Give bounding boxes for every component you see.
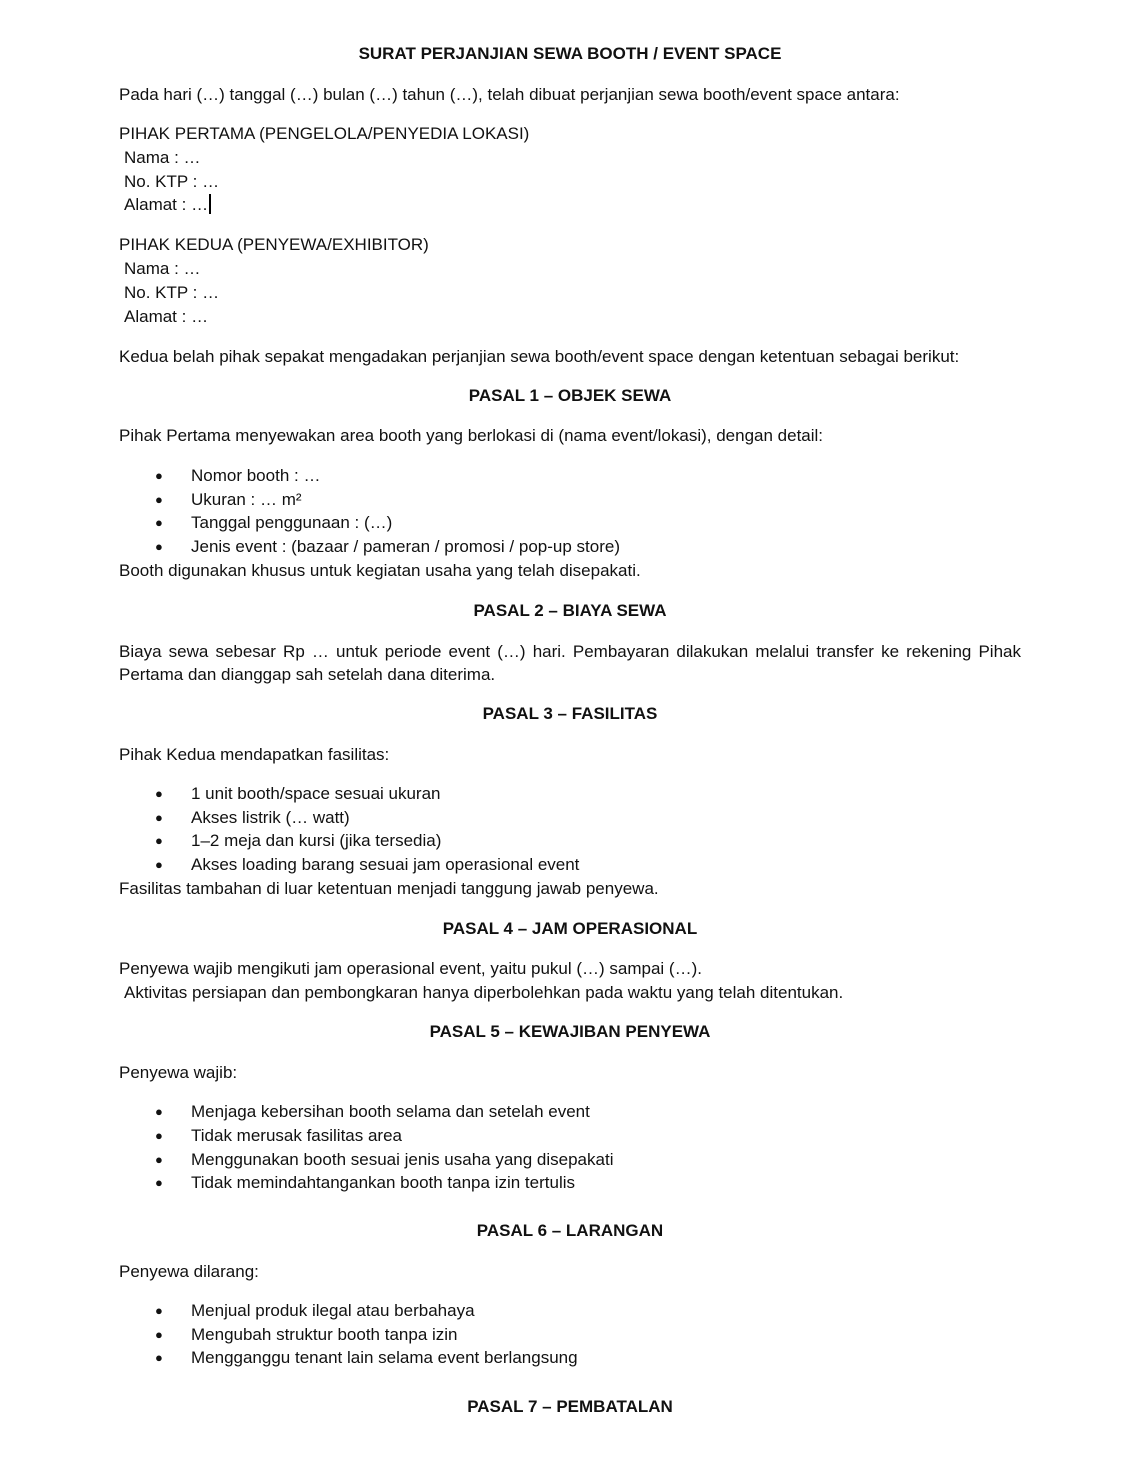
party-two-name: Nama : … xyxy=(124,259,201,278)
bullet-icon: ● xyxy=(155,515,163,530)
bullet-icon: ● xyxy=(155,1104,163,1119)
party-one-ktp: No. KTP : … xyxy=(124,172,220,191)
bullet-icon: ● xyxy=(155,810,163,825)
text-cursor xyxy=(209,194,211,214)
bullet-icon: ● xyxy=(155,1152,163,1167)
bullet-icon: ● xyxy=(155,492,163,507)
party-two-heading: PIHAK KEDUA (PENYEWA/EXHIBITOR) xyxy=(119,235,429,254)
party-two-address: Alamat : … xyxy=(124,307,209,326)
pasal4-line1: Penyewa wajib mengikuti jam operasional event, yaitu pukul (…) sampai (…). xyxy=(119,959,702,978)
pasal3-title: PASAL 3 – FASILITAS xyxy=(482,704,658,723)
document-title: SURAT PERJANJIAN SEWA BOOTH / EVENT SPACE xyxy=(358,44,782,63)
pasal5-title: PASAL 5 – KEWAJIBAN PENYEWA xyxy=(429,1022,711,1041)
pasal1-title: PASAL 1 – OBJEK SEWA xyxy=(468,386,672,405)
bullet-icon: ● xyxy=(155,539,163,554)
pasal3-closing: Fasilitas tambahan di luar ketentuan menjadi tanggung jawab penyewa. xyxy=(119,879,659,898)
pasal3-text: Pihak Kedua mendapatkan fasilitas: xyxy=(119,745,390,764)
bullet-icon: ● xyxy=(155,1303,163,1318)
pasal1-text: Pihak Pertama menyewakan area booth yang berlokasi di (nama event/lokasi), dengan detail: xyxy=(119,426,824,445)
pasal4-title: PASAL 4 – JAM OPERASIONAL xyxy=(442,919,698,938)
pasal6-text: Penyewa dilarang: xyxy=(119,1262,259,1281)
pasal4-line2: Aktivitas persiapan dan pembongkaran hanya diperbolehkan pada waktu yang telah ditentukan. xyxy=(124,983,844,1002)
bullet-icon: ● xyxy=(155,468,163,483)
pasal6-title: PASAL 6 – LARANGAN xyxy=(476,1221,664,1240)
party-one-address: Alamat : … xyxy=(124,195,209,214)
bullet-icon: ● xyxy=(155,786,163,801)
bullet-icon: ● xyxy=(155,1350,163,1365)
bullet-icon: ● xyxy=(155,1327,163,1342)
pasal5-text: Penyewa wajib: xyxy=(119,1063,238,1082)
party-one-address-line[interactable] xyxy=(124,194,211,216)
agreement-line: Kedua belah pihak sepakat mengadakan perjanjian sewa booth/event space dengan ketentuan sebagai berikut: xyxy=(119,347,960,366)
bullet-icon: ● xyxy=(155,833,163,848)
party-one-name: Nama : … xyxy=(124,148,201,167)
document-page[interactable]: SURAT PERJANJIAN SEWA BOOTH / EVENT SPACE Pada hari (…) tanggal (…) bulan (…) tahun (…), telah dibuat perjanjian sewa booth/event space antara: PIHAK PERTAMA (PENGELOLA/PENYEDIA LOKASI) Nama : … No. KTP : … Alamat : … PIHAK KEDUA (PENYEWA/EXHIBITOR) Nama : … No. KTP : … Alamat : … Kedua belah pihak sepakat mengadakan perjanjian sewa booth/event space dengan ketentuan sebagai berikut: PASAL 1 – OBJEK SEWA Pihak Pertama menyewakan area booth yang berlokasi di (nama event/lokasi), dengan detail: ● Nomor booth : … ● Ukuran : … m² ● Tanggal penggunaan : (…) ● Jenis event : (bazaar / pameran / promosi / pop-up store) Booth digunakan khusus untuk kegiatan usaha yang telah disepakati. PASAL 2 – BIAYA SEWA Biaya sewa sebesar Rp … untuk periode event (…) hari. Pembayaran dilakukan melalui transfer ke rekening Pihak Pertama dan dianggap sah setelah dana diterima. PASAL 3 – FASILITAS Pihak Kedua mendapatkan fasilitas: ● 1 unit booth/space sesuai ukuran ● Akses listrik (… watt) ● 1–2 meja dan kursi (jika tersedia) ● Akses loading barang sesuai jam operasional event Fasilitas tambahan di luar ketentuan menjadi tanggung jawab penyewa. PASAL 4 – JAM OPERASIONAL Penyewa wajib mengikuti jam operasional event, yaitu pukul (…) sampai (…). Aktivitas persiapan dan pembongkaran hanya diperbolehkan pada waktu yang telah ditentukan. PASAL 5 – KEWAJIBAN PENYEWA Penyewa wajib: ● Menjaga kebersihan booth selama dan setelah event ● Tidak merusak fasilitas area ● Menggunakan booth sesuai jenis usaha yang disepakati ● Tidak memindahtangankan booth tanpa izin tertulis PASAL 6 – LARANGAN Penyewa dilarang: ● Menjual produk ilegal atau berbahaya ● Mengubah struktur booth tanpa izin ● Mengganggu tenant lain selama event berlangsung PASAL 7 – PEMBATALAN xyxy=(0,0,1148,1474)
party-two-ktp: No. KTP : … xyxy=(124,283,220,302)
pasal2-title: PASAL 2 – BIAYA SEWA xyxy=(473,601,667,620)
bullet-icon: ● xyxy=(155,1175,163,1190)
party-one-heading: PIHAK PERTAMA (PENGELOLA/PENYEDIA LOKASI) xyxy=(119,124,530,143)
pasal2-text: Biaya sewa sebesar Rp … untuk periode event (…) hari. Pembayaran dilakukan melalui transfer ke rekening Pihak Pertama dan dianggap sah setelah dana diterima. xyxy=(119,642,1021,684)
pasal1-closing: Booth digunakan khusus untuk kegiatan usaha yang telah disepakati. xyxy=(119,561,641,580)
bullet-icon: ● xyxy=(155,857,163,872)
intro-text: Pada hari (…) tanggal (…) bulan (…) tahun (…), telah dibuat perjanjian sewa booth/event space antara: xyxy=(119,85,900,104)
bullet-icon: ● xyxy=(155,1128,163,1143)
pasal7-title: PASAL 7 – PEMBATALAN xyxy=(467,1397,673,1416)
